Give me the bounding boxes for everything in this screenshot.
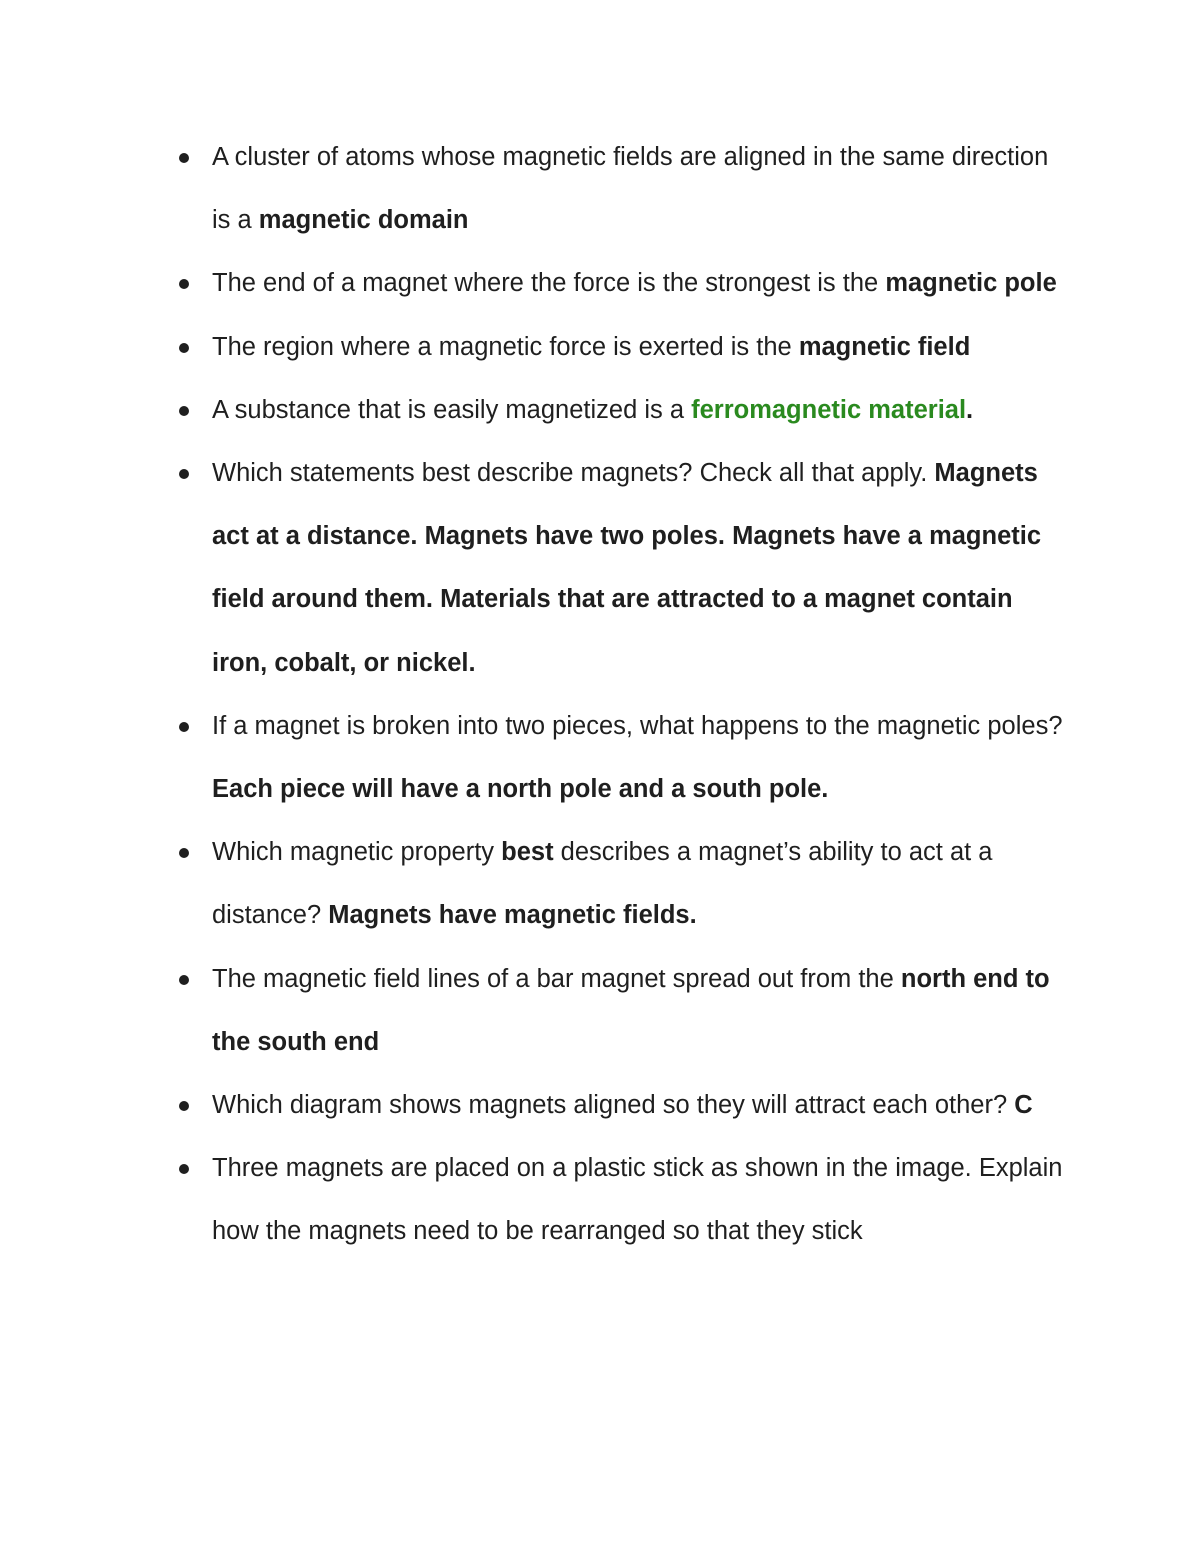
bullet-text: A substance that is easily magnetized is a <box>212 395 692 424</box>
bullet-item-act-at-distance <box>212 821 1072 947</box>
bullet-item-three-magnets <box>212 1137 1072 1263</box>
bullet-item-broken-magnet <box>212 695 1072 821</box>
answer-text: magnetic pole <box>885 269 1057 298</box>
bullet-dot-icon <box>179 1164 189 1174</box>
bullet-text: describes a magnet’s ability to act at a distance? <box>212 838 993 930</box>
answer-text: magnetic field <box>798 332 971 361</box>
bullet-text: The end of a magnet where the force is the strongest is the <box>212 269 886 298</box>
answer-text: Each piece will have a north pole and a south pole. <box>212 775 829 804</box>
bullet-text: Which magnetic property <box>212 838 502 867</box>
bullet-dot-icon <box>179 279 189 289</box>
bullet-text: Which diagram shows magnets aligned so they will attract each other? <box>212 1091 1015 1120</box>
bullet-item-magnet-statements <box>212 442 1072 695</box>
bullet-dot-icon <box>179 848 189 858</box>
answer-text: Magnets act at a distance. Magnets have two poles. Magnets have a magnetic field around them. Materials that are attracted to a magnet contain iron, cobalt, or nickel. <box>212 459 1042 677</box>
bullet-item-magnetic-domain <box>212 126 1072 252</box>
answer-text: C <box>1014 1091 1033 1120</box>
bullet-text: If a magnet is broken into two pieces, what happens to the magnetic poles? <box>212 711 1063 740</box>
period-text: . <box>966 395 974 424</box>
bullet-dot-icon <box>179 722 189 732</box>
bullet-dot-icon <box>179 153 189 163</box>
bullet-dot-icon <box>179 343 189 353</box>
bullet-text: A cluster of atoms whose magnetic fields are aligned in the same direction is a <box>212 143 1049 235</box>
bullet-item-ferromagnetic <box>212 379 1072 442</box>
bullet-list <box>212 126 1072 1264</box>
bullet-dot-icon <box>179 975 189 985</box>
bullet-text: Three magnets are placed on a plastic stick as shown in the image. Explain how the magnets need to be rearranged so that they stick <box>212 1154 1063 1246</box>
emphasis-text: best <box>501 838 554 867</box>
bullet-text: Which statements best describe magnets? Check all that apply. <box>212 459 935 488</box>
bullet-item-magnetic-field <box>212 316 1072 379</box>
answer-text: north end to the south end <box>212 964 1050 1056</box>
bullet-text: The region where a magnetic force is exerted is the <box>212 332 799 361</box>
answer-text: Magnets have magnetic fields. <box>328 901 697 930</box>
bullet-item-field-lines <box>212 948 1072 1074</box>
bullet-item-magnetic-pole <box>212 252 1072 315</box>
answer-text-green: ferromagnetic material <box>691 395 967 424</box>
bullet-dot-icon <box>179 469 189 479</box>
bullet-dot-icon <box>179 406 189 416</box>
bullet-text: The magnetic field lines of a bar magnet spread out from the <box>212 964 901 993</box>
bullet-dot-icon <box>179 1101 189 1111</box>
answer-text: magnetic domain <box>258 206 469 235</box>
bullet-item-attract-diagram <box>212 1074 1072 1137</box>
